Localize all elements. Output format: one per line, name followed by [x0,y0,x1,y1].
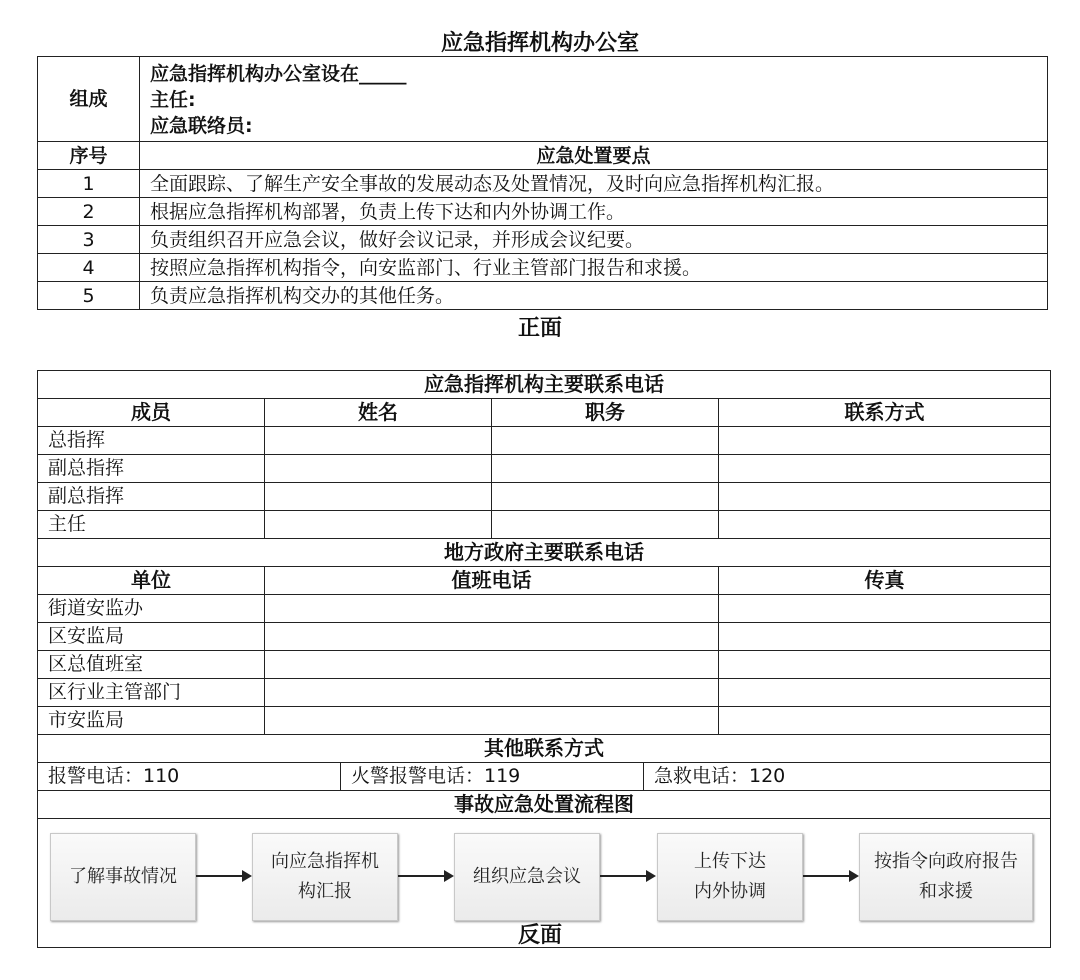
table-row [38,198,1048,226]
unit-cell: 区行业主管部门 [38,679,265,707]
duty-phone-cell[interactable] [265,595,719,623]
position-cell[interactable] [492,455,719,483]
fire-phone: 火警报警电话：119 [341,763,644,791]
member-cell: 副总指挥 [38,483,265,511]
flow-title: 事故应急处置流程图 [38,791,1051,819]
member-cell: 副总指挥 [38,455,265,483]
fax-cell[interactable] [719,595,1051,623]
contact-cell[interactable] [719,511,1051,539]
name-cell[interactable] [265,483,492,511]
unit-cell: 区总值班室 [38,651,265,679]
row-number: 1 [38,170,140,198]
table-row [38,427,1051,455]
table-row [38,623,1051,651]
row-text: 按照应急指挥机构指令，向安监部门、行业主管部门报告和求援。 [140,254,1048,282]
name-cell[interactable] [265,455,492,483]
row-number: 5 [38,282,140,310]
gov-title: 地方政府主要联系电话 [38,539,1051,567]
row-number: 3 [38,226,140,254]
table-row [38,707,1051,735]
duty-phone-header: 值班电话 [265,567,719,595]
duty-phone-cell[interactable] [265,679,719,707]
position-cell[interactable] [492,483,719,511]
table-row [38,226,1048,254]
member-cell: 主任 [38,511,265,539]
table-row [38,511,1051,539]
command-header-row [38,399,1051,427]
position-header: 职务 [492,399,719,427]
composition-content [140,57,1048,142]
table-row [38,595,1051,623]
back-table [37,370,1051,948]
table-row [38,282,1048,310]
row-text: 全面跟踪、了解生产安全事故的发展动态及处置情况，及时向应急指挥机构汇报。 [140,170,1048,198]
table-row [38,170,1048,198]
flow-step-government-report: 按指令向政府报告 和求援 [859,833,1033,921]
fax-cell[interactable] [719,707,1051,735]
back-caption: 反面 [517,923,562,948]
other-contacts-row [38,763,1051,791]
row-number: 2 [38,198,140,226]
fax-header: 传真 [719,567,1051,595]
arrow-right-icon [398,875,452,877]
unit-cell: 市安监局 [38,707,265,735]
gov-header-row [38,567,1051,595]
index-header: 序号 [38,142,140,170]
row-text: 负责应急指挥机构交办的其他任务。 [140,282,1048,310]
position-cell[interactable] [492,427,719,455]
front-header-row [38,142,1048,170]
flow-step-understand: 了解事故情况 [50,833,196,921]
unit-cell: 街道安监办 [38,595,265,623]
name-cell[interactable] [265,427,492,455]
arrow-right-icon [803,875,857,877]
row-text: 根据应急指挥机构部署，负责上传下达和内外协调工作。 [140,198,1048,226]
contact-cell[interactable] [719,455,1051,483]
row-number: 4 [38,254,140,282]
position-cell[interactable] [492,511,719,539]
table-row [38,483,1051,511]
flow-step-coordinate: 上传下达 内外协调 [657,833,803,921]
front-table [37,56,1048,310]
composition-row [38,57,1048,142]
row-text: 负责组织召开应急会议，做好会议记录，并形成会议纪要。 [140,226,1048,254]
fax-cell[interactable] [719,679,1051,707]
duty-phone-cell[interactable] [265,623,719,651]
table-row [38,651,1051,679]
member-cell: 总指挥 [38,427,265,455]
command-title: 应急指挥机构主要联系电话 [38,371,1051,399]
contact-cell[interactable] [719,483,1051,511]
duty-phone-cell[interactable] [265,651,719,679]
front-title: 应急指挥机构办公室 [440,31,639,56]
member-header: 成员 [38,399,265,427]
table-row [38,455,1051,483]
contact-cell[interactable] [719,427,1051,455]
table-row [38,254,1048,282]
flow-step-meeting: 组织应急会议 [454,833,600,921]
office-location-line: 应急指挥机构办公室设在_____ [150,63,407,85]
unit-header: 单位 [38,567,265,595]
unit-cell: 区安监局 [38,623,265,651]
fax-cell[interactable] [719,651,1051,679]
other-title: 其他联系方式 [38,735,1051,763]
ambulance-phone: 急救电话：120 [644,763,1051,791]
points-header: 应急处置要点 [140,142,1048,170]
liaison-line: 应急联络员: [150,115,253,137]
fax-cell[interactable] [719,623,1051,651]
arrow-right-icon [600,875,654,877]
table-row [38,679,1051,707]
police-phone: 报警电话：110 [38,763,341,791]
flow-step-report: 向应急指挥机 构汇报 [252,833,398,921]
contact-header: 联系方式 [719,399,1051,427]
front-caption: 正面 [517,316,562,341]
name-cell[interactable] [265,511,492,539]
duty-phone-cell[interactable] [265,707,719,735]
arrow-right-icon [196,875,250,877]
name-header: 姓名 [265,399,492,427]
composition-label: 组成 [38,57,140,142]
director-line: 主任: [150,89,196,111]
